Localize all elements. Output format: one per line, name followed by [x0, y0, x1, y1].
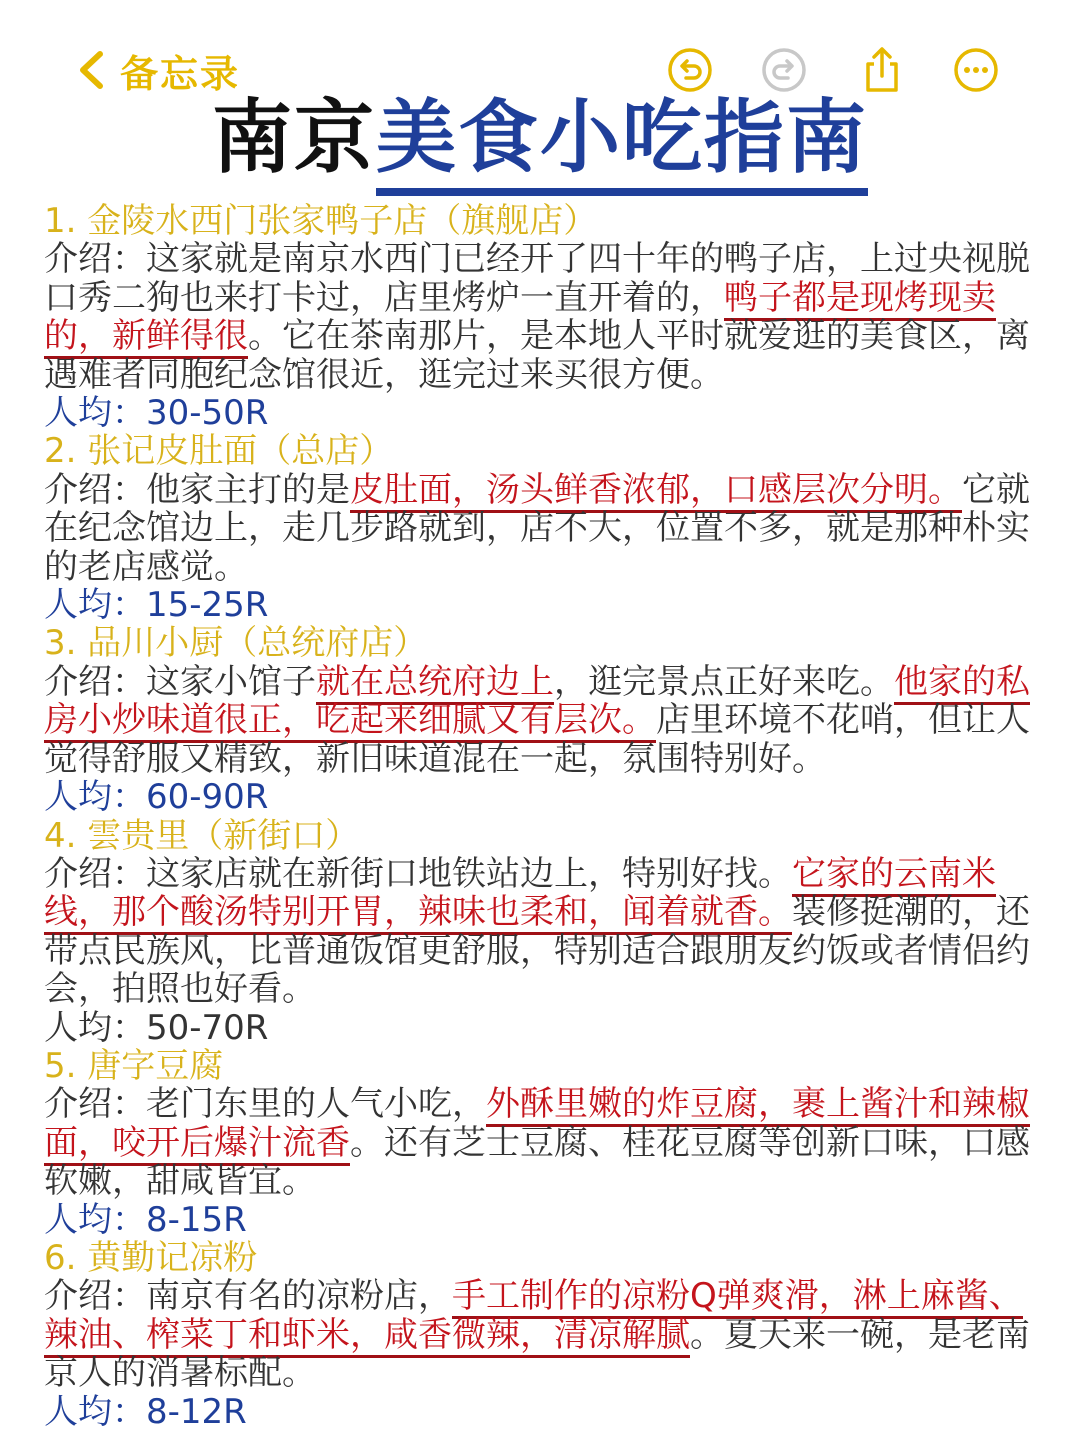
- list-item: [44, 624, 1034, 816]
- page-title: [0, 88, 1080, 188]
- list-item: [44, 432, 1034, 624]
- redo-button[interactable]: [760, 46, 808, 94]
- entry-description: 介绍：南京有名的凉粉店，手工制作的凉粉Q弹爽滑，淋上麻酱、辣油、榨菜丁和虾米，咸香微辣，清凉解腻。夏天来一碗，是老南京人的消暑标配。: [44, 1276, 1030, 1394]
- list-item: [44, 1047, 1034, 1239]
- list-item: [44, 202, 1034, 432]
- highlight-text: 手工制作的凉粉Q弹爽滑，淋上麻酱、辣油、榨菜丁和虾米，咸香微辣，清凉解腻: [44, 1276, 1023, 1357]
- entry-title: 2. 张记皮肚面（总店）: [44, 431, 394, 472]
- list-item: [44, 1239, 1034, 1431]
- share-button[interactable]: [858, 46, 906, 94]
- note-body[interactable]: [44, 202, 1034, 1431]
- highlight-text: 它家的云南米线，那个酸汤特别开胃，辣味也柔和，闻着就香。: [44, 854, 996, 935]
- highlight-text: 鸭子都是现烤现卖的，新鲜得很: [44, 278, 996, 359]
- title-part-city: 南京: [212, 91, 376, 184]
- chevron-left-icon: [74, 50, 108, 90]
- entry-description: 介绍：这家小馆子就在总统府边上，逛完景点正好来吃。他家的私房小炒味道很正，吃起来细腻又有层次。店里环境不花哨，但让人觉得舒服又精致，新旧味道混在一起，氛围特别好。: [44, 661, 1030, 779]
- entry-price: 人均：8-12R: [44, 1391, 247, 1432]
- entry-title: 3. 品川小厨（总统府店）: [44, 623, 428, 664]
- entry-price: 人均：60-90R: [44, 777, 269, 818]
- entry-title: 4. 雲贵里（新街口）: [44, 815, 360, 856]
- back-label: 备忘录: [120, 51, 241, 96]
- entry-price: 人均：15-25R: [44, 585, 269, 626]
- highlight-text: 外酥里嫩的炸豆腐，裹上酱汁和辣椒面，咬开后爆汁流香: [44, 1084, 1030, 1165]
- highlight-text: 皮肚面，汤头鲜香浓郁，口感层次分明。: [350, 470, 962, 513]
- more-icon: [952, 46, 1000, 94]
- highlight-text: 他家的私房小炒味道很正，吃起来细腻又有层次。: [44, 662, 1030, 743]
- entry-title: 1. 金陵水西门张家鸭子店（旗舰店）: [44, 201, 598, 241]
- entry-description: 介绍：这家店就在新街口地铁站边上，特别好找。它家的云南米线，那个酸汤特别开胃，辣味也柔和，闻着就香。装修挺潮的，还带点民族风，比普通饭馆更舒服，特别适合跟朋友约饭或者情侣约会，拍照也好看。: [44, 853, 1030, 1010]
- title-part-guide: 美食小吃指南: [376, 91, 868, 196]
- redo-icon: [760, 46, 808, 94]
- entry-price: 人均：30-50R: [44, 393, 269, 434]
- entry-price: 人均：50-70R: [44, 1007, 269, 1048]
- more-button[interactable]: [952, 46, 1000, 94]
- share-icon: [858, 46, 906, 94]
- entry-title: 6. 黄勤记凉粉: [44, 1237, 258, 1278]
- entry-description: 介绍：老门东里的人气小吃，外酥里嫩的炸豆腐，裹上酱汁和辣椒面，咬开后爆汁流香。还有芝士豆腐、桂花豆腐等创新口味，口感软嫩，甜咸皆宜。: [44, 1084, 1030, 1202]
- highlight-text: 就在总统府边上: [316, 662, 554, 705]
- entry-description: 介绍：这家就是南京水西门已经开了四十年的鸭子店，上过央视脱口秀二狗也来打卡过，店里烤炉一直开着的，鸭子都是现烤现卖的，新鲜得很。它在茶南那片，是本地人平时就爱逛的美食区，离遇难者同胞纪念馆很近，逛完过来买很方便。: [44, 239, 1030, 395]
- list-item: [44, 817, 1034, 1047]
- undo-button[interactable]: [666, 46, 714, 94]
- entry-price: 人均：8-15R: [44, 1199, 247, 1240]
- entry-title: 5. 唐字豆腐: [44, 1045, 224, 1086]
- entry-description: 介绍：他家主打的是皮肚面，汤头鲜香浓郁，口感层次分明。它就在纪念馆边上，走几步路就到，店不大，位置不多，就是那种朴实的老店感觉。: [44, 469, 1030, 587]
- undo-icon: [666, 46, 714, 94]
